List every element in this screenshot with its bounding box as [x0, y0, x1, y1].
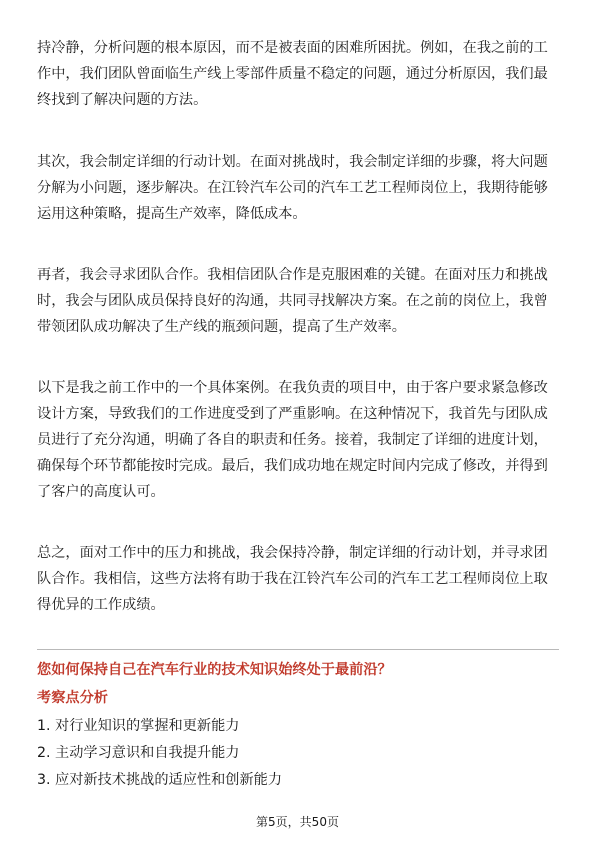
- paragraph-line: 终找到了解决问题的方法。: [37, 92, 208, 108]
- paragraph-line: 分解为小问题，逐步解决。在江铃汽车公司的汽车工艺工程师岗位上，我期待能够: [37, 180, 548, 196]
- paragraph-2: [37, 149, 562, 227]
- paragraph-line: 运用这种策略，提高生产效率，降低成本。: [37, 206, 307, 222]
- paragraph-line: 设计方案，导致我们的工作进度受到了严重影响。在这种情况下，我首先与团队成: [37, 406, 548, 422]
- interview-question: 您如何保持自己在汽车行业的技术知识始终处于最前沿？: [37, 662, 392, 678]
- list-item: 2. 主动学习意识和自我提升能力: [37, 745, 240, 761]
- paragraph-1: [37, 35, 562, 113]
- paragraph-line: 员进行了充分沟通，明确了各自的职责和任务。接着，我制定了详细的进度计划，: [37, 432, 548, 448]
- paragraph-line: 总之，面对工作中的压力和挑战，我会保持冷静，制定详细的行动计划，并寻求团: [37, 545, 548, 561]
- list-item: 3. 应对新技术挑战的适应性和创新能力: [37, 772, 283, 788]
- paragraph-line: 队合作。我相信，这些方法将有助于我在江铃汽车公司的汽车工艺工程师岗位上取: [37, 571, 548, 587]
- paragraph-line: 时，我会与团队成员保持良好的沟通，共同寻找解决方案。在之前的岗位上，我曾: [37, 293, 548, 309]
- paragraph-4: [37, 375, 562, 505]
- page-number: 第5页，共50页: [256, 815, 339, 829]
- paragraph-line: 得优异的工作成绩。: [37, 597, 165, 613]
- paragraph-line: 作中，我们团队曾面临生产线上零部件质量不稳定的问题，通过分析原因，我们最: [37, 66, 548, 82]
- paragraph-line: 确保每个环节都能按时完成。最后，我们成功地在规定时间内完成了修改，并得到: [37, 458, 548, 474]
- paragraph-line: 以下是我之前工作中的一个具体案例。在我负责的项目中，由于客户要求紧急修改: [37, 380, 548, 396]
- paragraph-line: 持冷静，分析问题的根本原因，而不是被表面的困难所困扰。例如，在我之前的工: [37, 40, 548, 56]
- analysis-points-list: [37, 713, 282, 794]
- paragraph-line: 带领团队成功解决了生产线的瓶颈问题，提高了生产效率。: [37, 319, 406, 335]
- section-divider: [37, 649, 559, 650]
- paragraph-line: 其次，我会制定详细的行动计划。在面对挑战时，我会制定详细的步骤，将大问题: [37, 154, 548, 170]
- analysis-heading: 考察点分析: [37, 690, 108, 706]
- list-item: 1. 对行业知识的掌握和更新能力: [37, 718, 240, 734]
- paragraph-3: [37, 262, 562, 340]
- paragraph-line: 了客户的高度认可。: [37, 484, 165, 500]
- paragraph-5: [37, 540, 562, 618]
- paragraph-line: 再者，我会寻求团队合作。我相信团队合作是克服困难的关键。在面对压力和挑战: [37, 267, 548, 283]
